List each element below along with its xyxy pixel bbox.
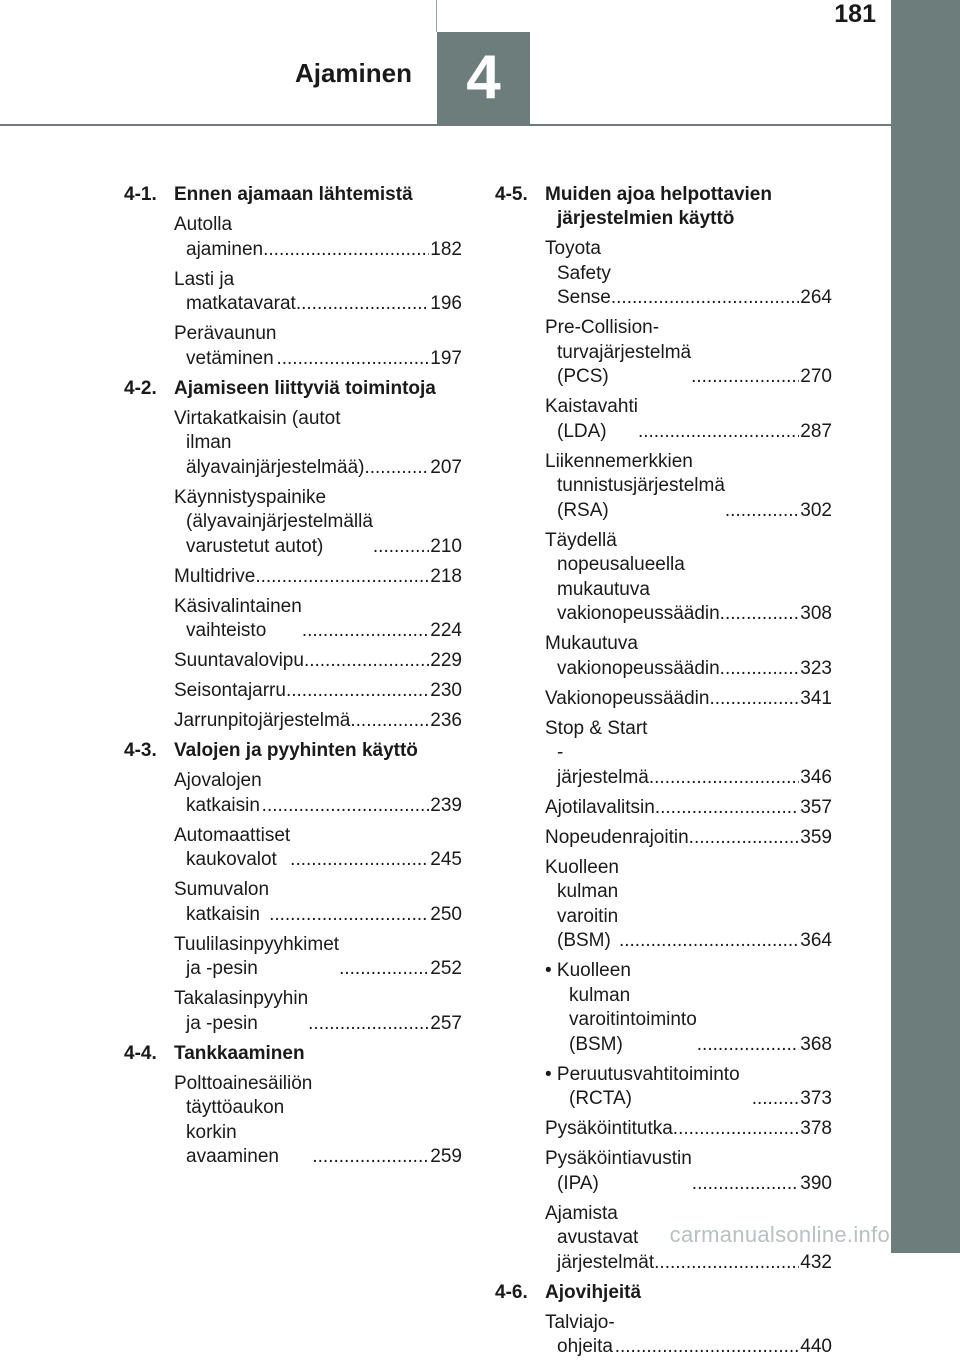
section-number: 4-3. xyxy=(124,740,157,761)
toc-entry[interactable] xyxy=(545,796,832,821)
section-heading[interactable] xyxy=(124,739,462,763)
toc-entry[interactable] xyxy=(545,1147,832,1196)
dot-leader xyxy=(654,1251,799,1276)
toc-entry[interactable] xyxy=(174,268,462,317)
entry-title: Polttoainesäiliön täyttöaukon korkin avaaminen xyxy=(174,1072,313,1167)
section-number: 4-6. xyxy=(495,1281,528,1303)
entry-title: • Kuolleen kulman varoitintoiminto (BSM) xyxy=(545,960,697,1055)
toc-entry-list xyxy=(495,237,832,1275)
toc-entry[interactable] xyxy=(545,529,832,627)
dot-leader xyxy=(263,238,429,263)
entry-title: Ajotilavalitsin xyxy=(545,796,655,818)
entry-page-number: 432 xyxy=(800,1251,832,1273)
toc-entry[interactable] xyxy=(174,878,462,927)
section-heading[interactable] xyxy=(124,1042,462,1066)
toc-entry[interactable] xyxy=(545,395,832,444)
toc-entry[interactable] xyxy=(545,959,832,1057)
entry-page-number: 308 xyxy=(800,603,832,624)
section-number: 4-5. xyxy=(495,184,528,205)
entry-title: Tuulilasinpyyhkimet ja -pesin xyxy=(174,933,340,979)
entry-title: Vakionopeussäädin xyxy=(545,687,710,709)
toc-entry-list xyxy=(124,769,462,1036)
dot-leader xyxy=(691,365,799,390)
entry-page-number: 323 xyxy=(800,657,832,679)
entry-page-number: 341 xyxy=(800,687,832,709)
section-number: 4-4. xyxy=(124,1042,157,1064)
entry-page-number: 378 xyxy=(800,1118,832,1139)
section-heading[interactable] xyxy=(124,377,462,401)
section-number: 4-2. xyxy=(124,377,157,399)
entry-title: Stop & Start -järjestelmä xyxy=(545,717,649,788)
header-rule xyxy=(0,124,891,126)
toc-entry-list xyxy=(124,213,462,371)
dot-leader xyxy=(312,1145,429,1170)
entry-page-number: 364 xyxy=(800,930,832,951)
entry-page-number: 207 xyxy=(430,456,462,478)
entry-title: • Peruutusvahtitoiminto (RCTA) xyxy=(545,1063,740,1109)
entry-page-number: 264 xyxy=(800,287,832,308)
entry-page-number: 270 xyxy=(800,366,832,387)
toc-entry[interactable] xyxy=(174,679,462,704)
page-number: 181 xyxy=(834,0,876,28)
toc-entry[interactable] xyxy=(545,1117,832,1142)
entry-page-number: 359 xyxy=(800,826,832,848)
dot-leader xyxy=(619,929,799,954)
dot-leader xyxy=(302,619,429,644)
dot-leader xyxy=(725,499,799,524)
toc-entry[interactable] xyxy=(545,632,832,681)
toc-section xyxy=(495,1281,832,1360)
entry-title: Pre-Collision-turvajärjestelmä (PCS) xyxy=(545,317,692,387)
dot-leader xyxy=(286,679,429,704)
entry-title: Multidrive xyxy=(174,565,256,587)
dot-leader xyxy=(673,1117,800,1142)
entry-page-number: 252 xyxy=(430,958,462,979)
section-title: Ajovihjeitä xyxy=(545,1281,642,1303)
entry-title: Nopeudenrajoitin xyxy=(545,826,689,848)
entry-title: Täydellä nopeusalueella mukautuva vakionopeussäädin xyxy=(545,529,720,624)
entry-title: Jarrunpitojärjestelmä xyxy=(174,710,351,731)
entry-title: Virtakatkaisin (autot ilman älyavainjärjestelmää) xyxy=(174,407,365,478)
entry-title: Perävaunun vetäminen xyxy=(174,323,277,369)
toc-entry[interactable] xyxy=(545,687,832,712)
entry-page-number: 229 xyxy=(430,650,462,671)
entry-page-number: 245 xyxy=(430,849,462,870)
entry-title: Autolla ajaminen xyxy=(174,214,264,260)
dot-leader xyxy=(709,687,799,712)
entry-title: Automaattiset kaukovalot xyxy=(174,824,291,870)
toc-section xyxy=(124,183,462,371)
toc-entry[interactable] xyxy=(174,595,462,644)
entry-page-number: 390 xyxy=(800,1172,832,1194)
entry-page-number: 302 xyxy=(800,499,832,521)
toc-entry[interactable] xyxy=(174,486,462,560)
dot-leader xyxy=(262,794,430,819)
entry-page-number: 368 xyxy=(800,1033,832,1055)
toc-entry[interactable] xyxy=(174,649,462,674)
entry-page-number: 218 xyxy=(430,565,462,587)
entry-page-number: 196 xyxy=(430,293,462,314)
toc-section xyxy=(124,739,462,1036)
entry-title: Mukautuva vakionopeussäädin xyxy=(545,633,720,679)
section-title: Valojen ja pyyhinten käyttö xyxy=(174,740,418,761)
dot-leader xyxy=(638,420,799,445)
entry-page-number: 250 xyxy=(430,903,462,925)
header-divider xyxy=(436,0,437,32)
dot-leader xyxy=(689,826,800,851)
toc-entry[interactable] xyxy=(174,407,462,481)
entry-title: Pysäköintitutka xyxy=(545,1118,673,1139)
entry-title: Ajovalojen katkaisin xyxy=(174,770,262,816)
entry-title: Sumuvalon katkaisin xyxy=(174,879,270,925)
section-heading[interactable] xyxy=(495,183,832,231)
dot-leader xyxy=(350,709,429,734)
section-title: Muiden ajoa helpottavien järjestelmien käyttö xyxy=(545,184,772,229)
dot-leader xyxy=(615,1335,800,1360)
toc-entry[interactable] xyxy=(174,213,462,262)
dot-leader xyxy=(308,1012,429,1037)
toc-left-column xyxy=(124,183,462,1175)
dot-leader xyxy=(339,957,429,982)
dot-leader xyxy=(720,602,800,627)
toc-entry[interactable] xyxy=(545,826,832,851)
entry-page-number: 210 xyxy=(430,535,462,557)
entry-page-number: 346 xyxy=(800,766,832,788)
toc-entry[interactable] xyxy=(174,933,462,982)
entry-title: Kuolleen kulman varoitin (BSM) xyxy=(545,856,619,951)
chapter-sidebar xyxy=(891,0,960,1253)
dot-leader xyxy=(304,649,429,674)
entry-title: Pysäköintiavustin (IPA) xyxy=(545,1148,692,1194)
section-heading[interactable] xyxy=(495,1281,832,1305)
entry-page-number: 440 xyxy=(800,1336,832,1357)
chapter-title: Ajaminen xyxy=(294,58,412,88)
toc-section xyxy=(124,377,462,734)
dot-leader xyxy=(692,1172,800,1197)
section-title: Ennen ajamaan lähtemistä xyxy=(174,184,413,205)
section-title: Ajamiseen liittyviä toimintoja xyxy=(174,377,436,399)
toc-entry[interactable] xyxy=(545,1311,832,1360)
dot-leader xyxy=(269,903,429,928)
section-heading[interactable] xyxy=(124,183,462,207)
entry-page-number: 236 xyxy=(430,710,462,731)
section-title: Tankkaaminen xyxy=(174,1042,305,1064)
toc-entry[interactable] xyxy=(174,824,462,873)
dot-leader xyxy=(290,848,429,873)
toc-entry[interactable] xyxy=(174,987,462,1036)
entry-title: Kaistavahti (LDA) xyxy=(545,396,638,442)
dot-leader xyxy=(649,766,799,791)
entry-page-number: 287 xyxy=(800,420,832,442)
toc-entry[interactable] xyxy=(545,1063,832,1112)
dot-leader xyxy=(276,347,429,372)
toc-entry[interactable] xyxy=(545,316,832,390)
toc-entry[interactable] xyxy=(545,856,832,954)
dot-leader xyxy=(697,1033,800,1058)
toc-section xyxy=(495,183,832,1275)
toc-entry[interactable] xyxy=(174,709,462,734)
dot-leader xyxy=(611,286,799,311)
toc-entry-list xyxy=(495,1311,832,1360)
entry-page-number: 357 xyxy=(800,796,832,818)
toc-entry[interactable] xyxy=(545,717,832,791)
entry-page-number: 373 xyxy=(800,1088,832,1109)
entry-title: Käsivalintainen vaihteisto xyxy=(174,595,302,641)
toc-entry-list xyxy=(124,407,462,734)
entry-title: Talviajo-ohjeita xyxy=(545,1311,615,1357)
dot-leader xyxy=(752,1087,800,1112)
toc-entry[interactable] xyxy=(174,565,462,590)
entry-title: Suuntavalovipu xyxy=(174,650,304,671)
entry-page-number: 182 xyxy=(430,238,462,260)
dot-leader xyxy=(720,657,800,682)
entry-title: Lasti ja matkatavarat xyxy=(174,268,296,314)
entry-page-number: 197 xyxy=(430,347,462,369)
dot-leader xyxy=(255,565,429,590)
toc-right-column xyxy=(495,183,832,1365)
entry-title: Takalasinpyyhin ja -pesin xyxy=(174,988,309,1034)
entry-title: Liikennemerkkien tunnistusjärjestelmä (RSA) xyxy=(545,450,725,521)
toc-entry[interactable] xyxy=(174,1072,462,1170)
entry-page-number: 224 xyxy=(430,620,462,641)
dot-leader xyxy=(373,535,429,560)
dot-leader xyxy=(296,292,429,317)
entry-title: Toyota Safety Sense xyxy=(545,238,611,308)
toc-entry[interactable] xyxy=(174,769,462,818)
dot-leader xyxy=(364,456,429,481)
toc-entry[interactable] xyxy=(174,322,462,371)
watermark: carmanualsonline.info xyxy=(669,1222,890,1247)
toc-entry[interactable] xyxy=(545,450,832,524)
entry-page-number: 230 xyxy=(430,680,462,701)
toc-entry-list xyxy=(124,1072,462,1170)
entry-title: Seisontajarru xyxy=(174,680,286,701)
entry-page-number: 239 xyxy=(430,794,462,816)
entry-title: Käynnistyspainike (älyavainjärjestelmällä varustetut autot) xyxy=(174,486,373,557)
toc-entry[interactable] xyxy=(545,237,832,311)
toc-section xyxy=(124,1042,462,1170)
dot-leader xyxy=(655,796,799,821)
chapter-number-box: 4 xyxy=(437,32,530,124)
section-number: 4-1. xyxy=(124,184,157,205)
entry-page-number: 259 xyxy=(430,1146,462,1167)
entry-title: Ajamista avustavat järjestelmät xyxy=(545,1202,655,1273)
entry-page-number: 257 xyxy=(430,1012,462,1034)
